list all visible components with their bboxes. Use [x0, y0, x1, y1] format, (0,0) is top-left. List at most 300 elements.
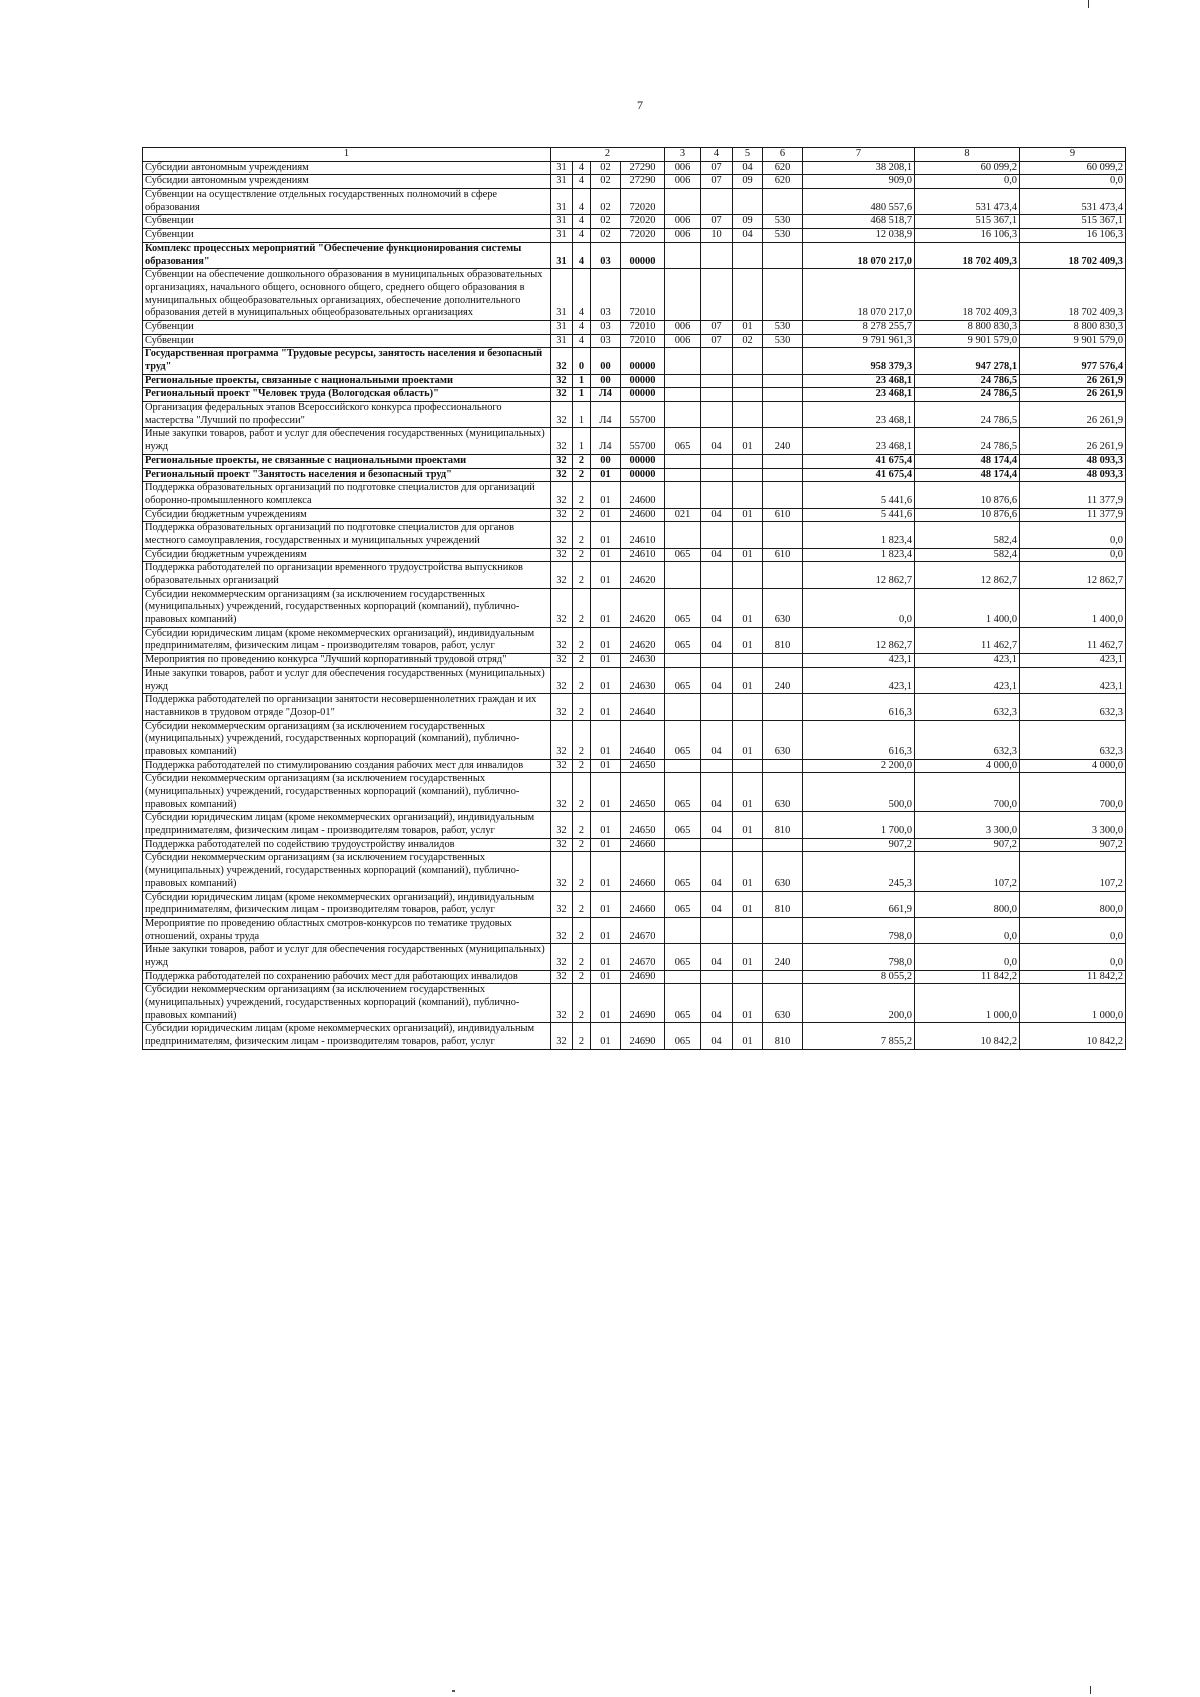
row-amount-col9: 18 702 409,3 — [1020, 269, 1126, 321]
row-amount-col8: 9 901 579,0 — [915, 334, 1020, 348]
row-code-direction: 00000 — [621, 242, 665, 268]
table-row — [143, 667, 1126, 693]
row-amount-col8: 24 786,5 — [915, 428, 1020, 454]
row-code-direction: 24670 — [621, 917, 665, 943]
table-row — [143, 161, 1126, 175]
row-name: Поддержка работодателей по организации временного трудоустройства выпускников образовательных организаций — [143, 562, 551, 588]
row-code-project: 01 — [591, 891, 621, 917]
row-ministry — [665, 402, 701, 428]
row-amount-col9: 107,2 — [1020, 852, 1126, 891]
row-amount-col8: 10 876,6 — [915, 508, 1020, 522]
row-amount-col7: 5 441,6 — [803, 508, 915, 522]
row-code-direction: 00000 — [621, 388, 665, 402]
row-section — [701, 917, 733, 943]
row-code-direction: 72010 — [621, 320, 665, 334]
table-row — [143, 694, 1126, 720]
row-code-program: 31 — [551, 215, 573, 229]
row-amount-col8: 48 174,4 — [915, 468, 1020, 482]
row-section: 04 — [701, 720, 733, 759]
row-expense-type: 530 — [763, 229, 803, 243]
header-col-3: 3 — [665, 148, 701, 162]
table-row — [143, 388, 1126, 402]
table-row — [143, 1023, 1126, 1049]
row-name: Субсидии автономным учреждениям — [143, 161, 551, 175]
row-amount-col8: 423,1 — [915, 667, 1020, 693]
row-amount-col7: 8 055,2 — [803, 970, 915, 984]
row-code-project: 01 — [591, 654, 621, 668]
row-amount-col9: 26 261,9 — [1020, 402, 1126, 428]
table-row — [143, 374, 1126, 388]
row-code-program: 32 — [551, 562, 573, 588]
row-amount-col7: 12 862,7 — [803, 562, 915, 588]
row-expense-type: 630 — [763, 852, 803, 891]
row-code-project: 00 — [591, 374, 621, 388]
row-amount-col7: 18 070 217,0 — [803, 242, 915, 268]
row-code-program: 32 — [551, 522, 573, 548]
row-expense-type: 620 — [763, 161, 803, 175]
row-name: Субвенции — [143, 320, 551, 334]
row-code-program: 31 — [551, 161, 573, 175]
row-code-subprogram: 2 — [573, 694, 591, 720]
table-row — [143, 838, 1126, 852]
row-code-direction: 00000 — [621, 468, 665, 482]
row-name: Субсидии юридическим лицам (кроме некоммерческих организаций), индивидуальным предпринимателям, физическим лицам - производителям товаров, работ, услуг — [143, 891, 551, 917]
row-amount-col7: 798,0 — [803, 944, 915, 970]
row-amount-col8: 24 786,5 — [915, 388, 1020, 402]
row-amount-col8: 531 473,4 — [915, 189, 1020, 215]
row-code-program: 32 — [551, 627, 573, 653]
row-code-project: 01 — [591, 522, 621, 548]
row-code-project: 01 — [591, 917, 621, 943]
row-name: Субсидии бюджетным учреждениям — [143, 548, 551, 562]
table-row — [143, 454, 1126, 468]
row-amount-col9: 515 367,1 — [1020, 215, 1126, 229]
row-ministry — [665, 917, 701, 943]
row-ministry: 065 — [665, 812, 701, 838]
row-ministry — [665, 562, 701, 588]
row-code-direction: 24650 — [621, 812, 665, 838]
row-amount-col8: 24 786,5 — [915, 402, 1020, 428]
row-name: Субвенции на обеспечение дошкольного образования в муниципальных образовательных организациях, начального общего, основного общего, среднего общего образования в муниципальных общеобразовательных организациях, обеспечение дополнительного образования детей в муниципальных общеобразовательных организациях — [143, 269, 551, 321]
row-amount-col9: 3 300,0 — [1020, 812, 1126, 838]
row-code-subprogram: 2 — [573, 720, 591, 759]
row-expense-type: 630 — [763, 720, 803, 759]
row-name: Субсидии бюджетным учреждениям — [143, 508, 551, 522]
table-row — [143, 229, 1126, 243]
row-amount-col7: 41 675,4 — [803, 468, 915, 482]
row-expense-type: 610 — [763, 548, 803, 562]
row-code-project: 02 — [591, 189, 621, 215]
row-code-subprogram: 2 — [573, 468, 591, 482]
budget-table — [142, 147, 1126, 1050]
row-code-subprogram: 2 — [573, 667, 591, 693]
row-amount-col9: 700,0 — [1020, 773, 1126, 812]
row-expense-type — [763, 654, 803, 668]
row-code-subprogram: 4 — [573, 320, 591, 334]
row-code-subprogram: 2 — [573, 482, 591, 508]
row-subsection — [733, 654, 763, 668]
row-section — [701, 694, 733, 720]
row-name: Субсидии юридическим лицам (кроме некоммерческих организаций), индивидуальным предпринимателям, физическим лицам - производителям товаров, работ, услуг — [143, 812, 551, 838]
row-code-subprogram: 4 — [573, 175, 591, 189]
row-amount-col7: 1 823,4 — [803, 522, 915, 548]
row-ministry — [665, 269, 701, 321]
row-amount-col7: 909,0 — [803, 175, 915, 189]
row-ministry: 065 — [665, 984, 701, 1023]
row-amount-col9: 11 842,2 — [1020, 970, 1126, 984]
row-code-program: 32 — [551, 838, 573, 852]
table-row — [143, 428, 1126, 454]
row-subsection — [733, 759, 763, 773]
table-row — [143, 522, 1126, 548]
row-name: Мероприятие по проведению областных смотров-конкурсов по тематике трудовых отношений, охраны труда — [143, 917, 551, 943]
row-code-program: 31 — [551, 242, 573, 268]
row-section — [701, 482, 733, 508]
row-code-subprogram: 2 — [573, 522, 591, 548]
row-subsection — [733, 970, 763, 984]
row-name: Субвенции — [143, 215, 551, 229]
row-expense-type: 530 — [763, 320, 803, 334]
row-amount-col7: 616,3 — [803, 720, 915, 759]
row-expense-type — [763, 374, 803, 388]
row-subsection: 01 — [733, 773, 763, 812]
row-section — [701, 242, 733, 268]
row-subsection: 01 — [733, 891, 763, 917]
row-code-subprogram: 2 — [573, 759, 591, 773]
row-section: 04 — [701, 588, 733, 627]
row-expense-type: 530 — [763, 215, 803, 229]
row-code-direction: 24690 — [621, 970, 665, 984]
row-ministry — [665, 694, 701, 720]
row-expense-type: 810 — [763, 891, 803, 917]
row-code-direction: 24660 — [621, 852, 665, 891]
row-expense-type: 630 — [763, 984, 803, 1023]
row-ministry: 065 — [665, 852, 701, 891]
row-subsection — [733, 374, 763, 388]
row-ministry: 065 — [665, 1023, 701, 1049]
table-row — [143, 334, 1126, 348]
row-amount-col7: 480 557,6 — [803, 189, 915, 215]
row-code-project: 00 — [591, 348, 621, 374]
row-section: 04 — [701, 548, 733, 562]
row-amount-col9: 8 800 830,3 — [1020, 320, 1126, 334]
row-expense-type — [763, 759, 803, 773]
row-amount-col9: 11 377,9 — [1020, 482, 1126, 508]
row-section: 10 — [701, 229, 733, 243]
row-amount-col9: 26 261,9 — [1020, 388, 1126, 402]
row-expense-type — [763, 917, 803, 943]
row-amount-col7: 423,1 — [803, 654, 915, 668]
row-subsection — [733, 482, 763, 508]
row-code-program: 32 — [551, 773, 573, 812]
row-subsection — [733, 694, 763, 720]
row-amount-col9: 0,0 — [1020, 917, 1126, 943]
row-amount-col7: 8 278 255,7 — [803, 320, 915, 334]
table-row — [143, 852, 1126, 891]
row-expense-type — [763, 970, 803, 984]
row-amount-col9: 907,2 — [1020, 838, 1126, 852]
row-section: 04 — [701, 428, 733, 454]
row-expense-type — [763, 388, 803, 402]
row-name: Субсидии некоммерческим организациям (за исключением государственных (муниципальных) учреждений, государственных корпораций (компаний), публично-правовых компаний) — [143, 588, 551, 627]
row-section: 04 — [701, 1023, 733, 1049]
row-code-subprogram: 4 — [573, 189, 591, 215]
row-amount-col8: 700,0 — [915, 773, 1020, 812]
row-amount-col9: 632,3 — [1020, 720, 1126, 759]
table-row — [143, 548, 1126, 562]
row-name: Мероприятия по проведению конкурса "Лучший корпоративный трудовой отряд" — [143, 654, 551, 668]
row-code-project: 03 — [591, 242, 621, 268]
row-code-project: 03 — [591, 334, 621, 348]
row-ministry — [665, 348, 701, 374]
row-amount-col9: 9 901 579,0 — [1020, 334, 1126, 348]
row-code-project: 01 — [591, 694, 621, 720]
row-code-direction: 24600 — [621, 482, 665, 508]
row-amount-col9: 0,0 — [1020, 944, 1126, 970]
row-subsection — [733, 522, 763, 548]
row-amount-col8: 800,0 — [915, 891, 1020, 917]
table-row — [143, 402, 1126, 428]
row-code-subprogram: 2 — [573, 917, 591, 943]
row-section — [701, 654, 733, 668]
row-subsection: 01 — [733, 428, 763, 454]
row-amount-col9: 16 106,3 — [1020, 229, 1126, 243]
row-code-program: 32 — [551, 482, 573, 508]
row-ministry — [665, 468, 701, 482]
row-expense-type: 620 — [763, 175, 803, 189]
row-amount-col8: 582,4 — [915, 522, 1020, 548]
row-amount-col9: 977 576,4 — [1020, 348, 1126, 374]
row-code-project: 00 — [591, 454, 621, 468]
row-code-direction: 24640 — [621, 720, 665, 759]
row-amount-col7: 23 468,1 — [803, 388, 915, 402]
row-code-program: 32 — [551, 588, 573, 627]
row-code-direction: 24620 — [621, 588, 665, 627]
row-amount-col7: 5 441,6 — [803, 482, 915, 508]
row-code-program: 32 — [551, 812, 573, 838]
row-code-program: 32 — [551, 970, 573, 984]
row-code-subprogram: 2 — [573, 654, 591, 668]
row-code-project: Л4 — [591, 388, 621, 402]
row-expense-type — [763, 454, 803, 468]
row-ministry — [665, 482, 701, 508]
row-code-program: 32 — [551, 759, 573, 773]
row-amount-col8: 907,2 — [915, 838, 1020, 852]
row-amount-col7: 958 379,3 — [803, 348, 915, 374]
row-code-project: 02 — [591, 229, 621, 243]
row-code-project: 03 — [591, 269, 621, 321]
row-amount-col9: 0,0 — [1020, 175, 1126, 189]
row-code-subprogram: 2 — [573, 984, 591, 1023]
table-row — [143, 175, 1126, 189]
table-row — [143, 482, 1126, 508]
row-code-project: 01 — [591, 852, 621, 891]
row-code-project: 01 — [591, 588, 621, 627]
row-code-program: 32 — [551, 891, 573, 917]
row-code-program: 31 — [551, 320, 573, 334]
row-code-direction: 24690 — [621, 1023, 665, 1049]
row-code-direction: 24630 — [621, 654, 665, 668]
row-amount-col9: 4 000,0 — [1020, 759, 1126, 773]
row-subsection: 01 — [733, 944, 763, 970]
row-subsection: 01 — [733, 720, 763, 759]
row-code-subprogram: 4 — [573, 269, 591, 321]
row-code-direction: 00000 — [621, 374, 665, 388]
header-col-6: 6 — [763, 148, 803, 162]
row-code-program: 32 — [551, 1023, 573, 1049]
row-subsection: 01 — [733, 320, 763, 334]
row-section: 07 — [701, 334, 733, 348]
row-code-program: 32 — [551, 428, 573, 454]
row-expense-type — [763, 269, 803, 321]
row-amount-col8: 3 300,0 — [915, 812, 1020, 838]
table-row — [143, 320, 1126, 334]
row-code-direction: 72010 — [621, 334, 665, 348]
row-code-project: 01 — [591, 759, 621, 773]
row-code-program: 32 — [551, 374, 573, 388]
row-amount-col8: 16 106,3 — [915, 229, 1020, 243]
row-ministry: 006 — [665, 215, 701, 229]
row-ministry: 006 — [665, 175, 701, 189]
table-row — [143, 812, 1126, 838]
row-code-subprogram: 2 — [573, 508, 591, 522]
scan-mark-dot — [452, 1690, 455, 1692]
row-amount-col8: 10 876,6 — [915, 482, 1020, 508]
row-amount-col8: 107,2 — [915, 852, 1020, 891]
row-subsection: 01 — [733, 588, 763, 627]
row-subsection — [733, 402, 763, 428]
row-amount-col7: 1 700,0 — [803, 812, 915, 838]
row-code-direction: 00000 — [621, 348, 665, 374]
row-amount-col8: 515 367,1 — [915, 215, 1020, 229]
row-ministry: 006 — [665, 161, 701, 175]
row-ministry — [665, 454, 701, 468]
row-section: 04 — [701, 852, 733, 891]
row-name: Субвенции — [143, 229, 551, 243]
row-amount-col8: 632,3 — [915, 694, 1020, 720]
row-amount-col8: 0,0 — [915, 944, 1020, 970]
row-code-project: Л4 — [591, 402, 621, 428]
row-code-subprogram: 4 — [573, 242, 591, 268]
row-amount-col8: 48 174,4 — [915, 454, 1020, 468]
table-row — [143, 269, 1126, 321]
row-ministry: 021 — [665, 508, 701, 522]
row-code-project: 01 — [591, 482, 621, 508]
row-section: 04 — [701, 667, 733, 693]
row-subsection — [733, 348, 763, 374]
row-subsection: 01 — [733, 984, 763, 1023]
row-amount-col8: 12 862,7 — [915, 562, 1020, 588]
table-row — [143, 720, 1126, 759]
row-code-program: 32 — [551, 720, 573, 759]
row-ministry: 065 — [665, 548, 701, 562]
row-expense-type: 630 — [763, 773, 803, 812]
row-amount-col9: 1 400,0 — [1020, 588, 1126, 627]
row-amount-col9: 18 702 409,3 — [1020, 242, 1126, 268]
row-expense-type: 810 — [763, 627, 803, 653]
row-code-subprogram: 1 — [573, 374, 591, 388]
row-section — [701, 838, 733, 852]
row-code-direction: 24660 — [621, 891, 665, 917]
row-section: 04 — [701, 508, 733, 522]
row-code-direction: 24620 — [621, 627, 665, 653]
row-code-program: 32 — [551, 667, 573, 693]
row-amount-col9: 11 377,9 — [1020, 508, 1126, 522]
row-amount-col7: 7 855,2 — [803, 1023, 915, 1049]
row-name: Субвенции на осуществление отдельных государственных полномочий в сфере образования — [143, 189, 551, 215]
row-name: Государственная программа "Трудовые ресурсы, занятость населения и безопасный труд" — [143, 348, 551, 374]
row-amount-col9: 423,1 — [1020, 667, 1126, 693]
row-expense-type — [763, 468, 803, 482]
row-amount-col9: 531 473,4 — [1020, 189, 1126, 215]
row-code-program: 32 — [551, 508, 573, 522]
row-section: 04 — [701, 627, 733, 653]
header-col-7: 7 — [803, 148, 915, 162]
row-subsection: 02 — [733, 334, 763, 348]
row-name: Субсидии некоммерческим организациям (за исключением государственных (муниципальных) учреждений, государственных корпораций (компаний), публично-правовых компаний) — [143, 773, 551, 812]
row-amount-col9: 800,0 — [1020, 891, 1126, 917]
row-amount-col9: 632,3 — [1020, 694, 1126, 720]
row-expense-type — [763, 402, 803, 428]
header-col-1: 1 — [143, 148, 551, 162]
row-amount-col9: 48 093,3 — [1020, 468, 1126, 482]
row-name: Субсидии некоммерческим организациям (за исключением государственных (муниципальных) учреждений, государственных корпораций (компаний), публично-правовых компаний) — [143, 984, 551, 1023]
row-amount-col8: 18 702 409,3 — [915, 242, 1020, 268]
row-code-project: 02 — [591, 161, 621, 175]
row-amount-col9: 26 261,9 — [1020, 374, 1126, 388]
row-name: Субсидии автономным учреждениям — [143, 175, 551, 189]
row-section — [701, 374, 733, 388]
row-ministry — [665, 189, 701, 215]
row-name: Иные закупки товаров, работ и услуг для обеспечения государственных (муниципальных) нужд — [143, 944, 551, 970]
row-expense-type: 240 — [763, 944, 803, 970]
row-ministry: 065 — [665, 588, 701, 627]
row-amount-col8: 24 786,5 — [915, 374, 1020, 388]
row-code-program: 32 — [551, 454, 573, 468]
row-amount-col7: 1 823,4 — [803, 548, 915, 562]
row-amount-col7: 18 070 217,0 — [803, 269, 915, 321]
row-amount-col7: 2 200,0 — [803, 759, 915, 773]
row-code-program: 32 — [551, 944, 573, 970]
row-code-project: 02 — [591, 215, 621, 229]
row-amount-col9: 26 261,9 — [1020, 428, 1126, 454]
row-ministry: 065 — [665, 944, 701, 970]
row-name: Региональные проекты, связанные с национальными проектами — [143, 374, 551, 388]
row-name: Субсидии некоммерческим организациям (за исключением государственных (муниципальных) учреждений, государственных корпораций (компаний), публично-правовых компаний) — [143, 720, 551, 759]
row-name: Поддержка работодателей по стимулированию создания рабочих мест для инвалидов — [143, 759, 551, 773]
row-name: Комплекс процессных мероприятий "Обеспечение функционирования системы образования" — [143, 242, 551, 268]
row-amount-col8: 0,0 — [915, 175, 1020, 189]
row-section: 04 — [701, 891, 733, 917]
row-code-program: 31 — [551, 269, 573, 321]
row-ministry: 065 — [665, 627, 701, 653]
row-section — [701, 562, 733, 588]
row-section — [701, 970, 733, 984]
row-code-direction: 55700 — [621, 402, 665, 428]
row-amount-col8: 632,3 — [915, 720, 1020, 759]
row-code-program: 32 — [551, 984, 573, 1023]
row-section — [701, 468, 733, 482]
row-code-subprogram: 2 — [573, 1023, 591, 1049]
row-amount-col7: 200,0 — [803, 984, 915, 1023]
row-section — [701, 269, 733, 321]
row-subsection: 01 — [733, 508, 763, 522]
row-code-subprogram: 2 — [573, 852, 591, 891]
row-ministry — [665, 654, 701, 668]
row-code-subprogram: 4 — [573, 334, 591, 348]
row-code-direction: 24610 — [621, 548, 665, 562]
row-code-project: 01 — [591, 720, 621, 759]
